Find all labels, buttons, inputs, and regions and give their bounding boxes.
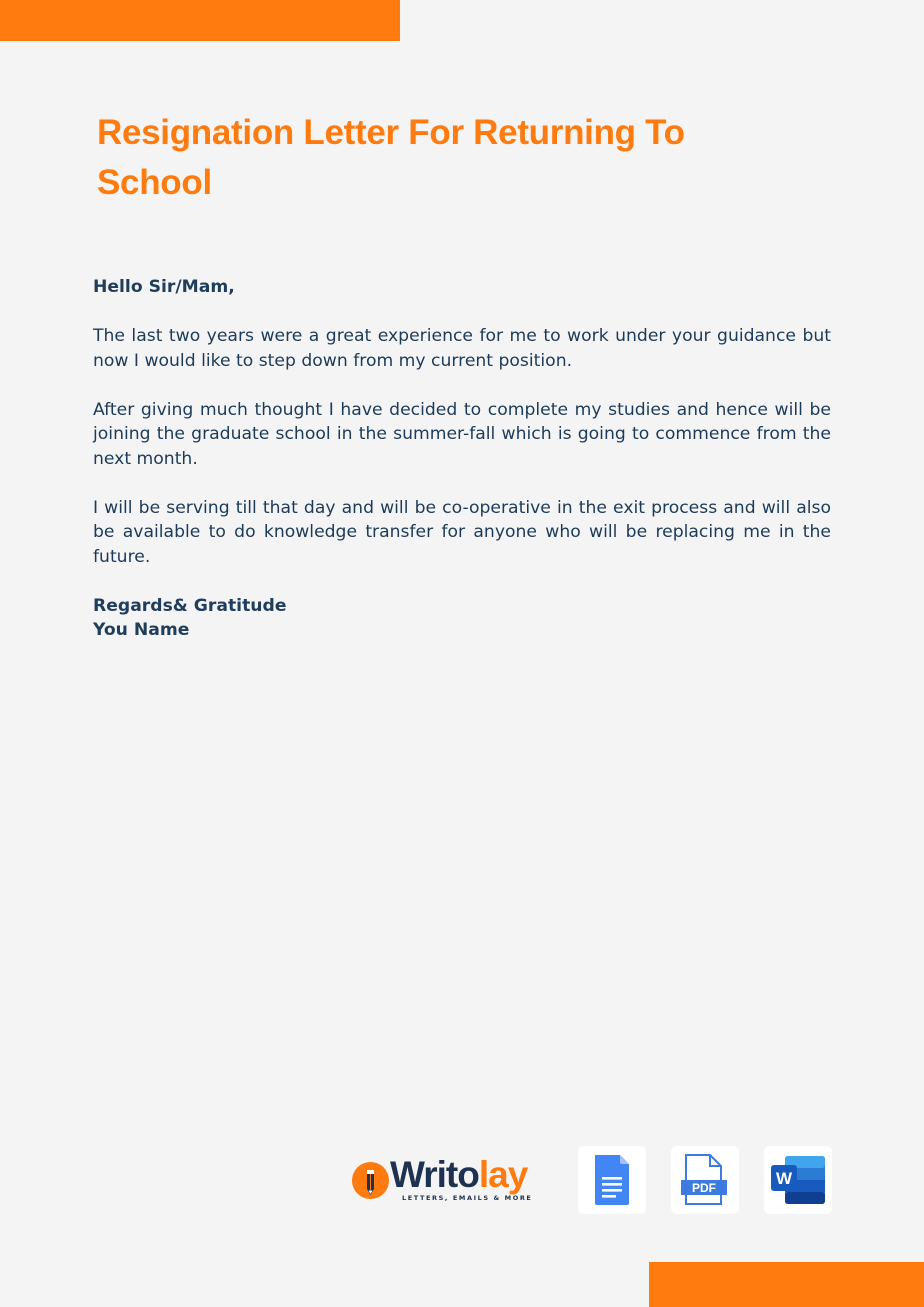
letter-greeting: Hello Sir/Mam, <box>93 277 235 297</box>
bottom-accent-bar <box>649 1262 924 1307</box>
pdf-icon <box>671 1146 739 1214</box>
pdf-icon-label: PDF <box>692 1181 716 1195</box>
word-icon-letter: W <box>775 1169 793 1188</box>
letter-closing-block <box>93 594 831 643</box>
pdf-download-button[interactable] <box>671 1146 739 1214</box>
page-title: Resignation Letter For Returning To School <box>97 113 685 202</box>
writolay-logo[interactable] <box>352 1154 552 1206</box>
top-accent-bar <box>0 0 400 41</box>
google-docs-download-button[interactable] <box>578 1146 646 1214</box>
word-download-button[interactable] <box>764 1146 832 1214</box>
letter-body <box>93 275 831 643</box>
letter-paragraph-1: The last two years were a great experience for me to work under your guidance but now I would like to step down from my current position. <box>93 326 831 371</box>
letter-paragraph-3: I will be serving till that day and will be co-operative in the exit process and will also be available to do knowledge transfer for anyone who will be replacing me in the future. <box>93 497 831 567</box>
google-docs-icon <box>578 1146 646 1214</box>
letter-closing: Regards& Gratitude <box>93 595 287 616</box>
logo-wordmark-primary: Writo <box>390 1154 479 1195</box>
logo-tagline: LETTERS, EMAILS & MORE <box>402 1194 533 1202</box>
letter-signature: You Name <box>93 620 190 640</box>
logo-wordmark-accent: lay <box>478 1154 528 1195</box>
logo-wordmark <box>390 1154 527 1196</box>
letter-paragraph-2: After giving much thought I have decided to complete my studies and hence will be joining the graduate school in the summer-fall which is going to commence from the next month. <box>93 399 831 469</box>
microsoft-word-icon <box>764 1146 832 1214</box>
pencil-icon <box>352 1162 389 1199</box>
